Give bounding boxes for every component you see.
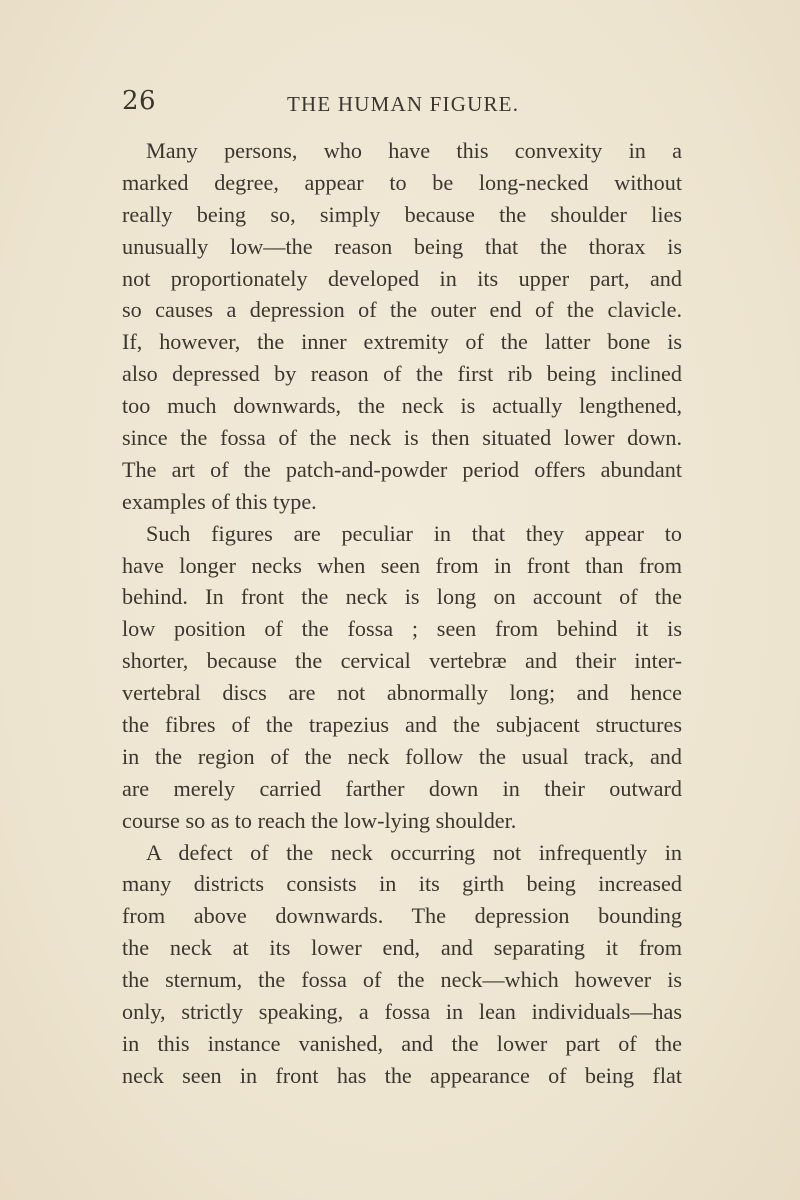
text-line: too much downwards, the neck is actually lengthened, — [122, 393, 682, 419]
text-line: examples of this type. — [122, 488, 317, 514]
text-line: so causes a depression of the outer end of the clavicle. — [122, 297, 682, 323]
text-line: low position of the fossa ; seen from behind it is — [122, 616, 682, 642]
text-line: The art of the patch-and-powder period offers abundant — [122, 456, 682, 482]
text-line: from above downwards. The depression bounding — [122, 903, 682, 929]
text-line: neck seen in front has the appearance of being flat — [122, 1062, 682, 1088]
text-line: A defect of the neck occurring not infrequently in — [146, 839, 682, 865]
text-line: only, strictly speaking, a fossa in lean individuals—has — [122, 999, 682, 1025]
text-line: in this instance vanished, and the lower part of the — [122, 1030, 682, 1056]
text-line: Such figures are peculiar in that they appear to — [146, 520, 682, 546]
text-line: Many persons, who have this convexity in a — [146, 138, 682, 163]
running-head: THE HUMAN FIGURE. — [287, 92, 520, 116]
text-line: the neck at its lower end, and separating it from — [122, 935, 682, 961]
text-line: really being so, simply because the shoulder lies — [122, 201, 682, 227]
text-line: many districts consists in its girth being increased — [122, 871, 682, 897]
page-header — [0, 86, 800, 126]
text-line: in the region of the neck follow the usual track, and — [122, 743, 682, 769]
page-number: 26 — [122, 86, 157, 116]
text-line: since the fossa of the neck is then situated lower down. — [122, 425, 682, 451]
text-line: not proportionately developed in its upper part, and — [122, 265, 682, 291]
text-line: the sternum, the fossa of the neck—which however is — [122, 967, 682, 993]
text-line: have longer necks when seen from in front than from — [122, 552, 682, 578]
text-line: behind. In front the neck is long on account of the — [122, 584, 682, 610]
text-line: unusually low—the reason being that the thorax is — [122, 233, 682, 259]
text-line: also depressed by reason of the first rib being inclined — [122, 361, 682, 387]
text-line: are merely carried farther down in their outward — [122, 775, 682, 801]
body-text — [122, 135, 682, 1092]
text-line: marked degree, appear to be long-necked without — [122, 169, 682, 195]
text-line: the fibres of the trapezius and the subjacent structures — [122, 712, 682, 738]
text-line: shorter, because the cervical vertebræ and their inter- — [122, 648, 682, 674]
text-line: If, however, the inner extremity of the latter bone is — [122, 329, 682, 355]
text-line: course so as to reach the low-lying shoulder. — [122, 807, 517, 833]
text-line: vertebral discs are not abnormally long; and hence — [122, 680, 682, 706]
